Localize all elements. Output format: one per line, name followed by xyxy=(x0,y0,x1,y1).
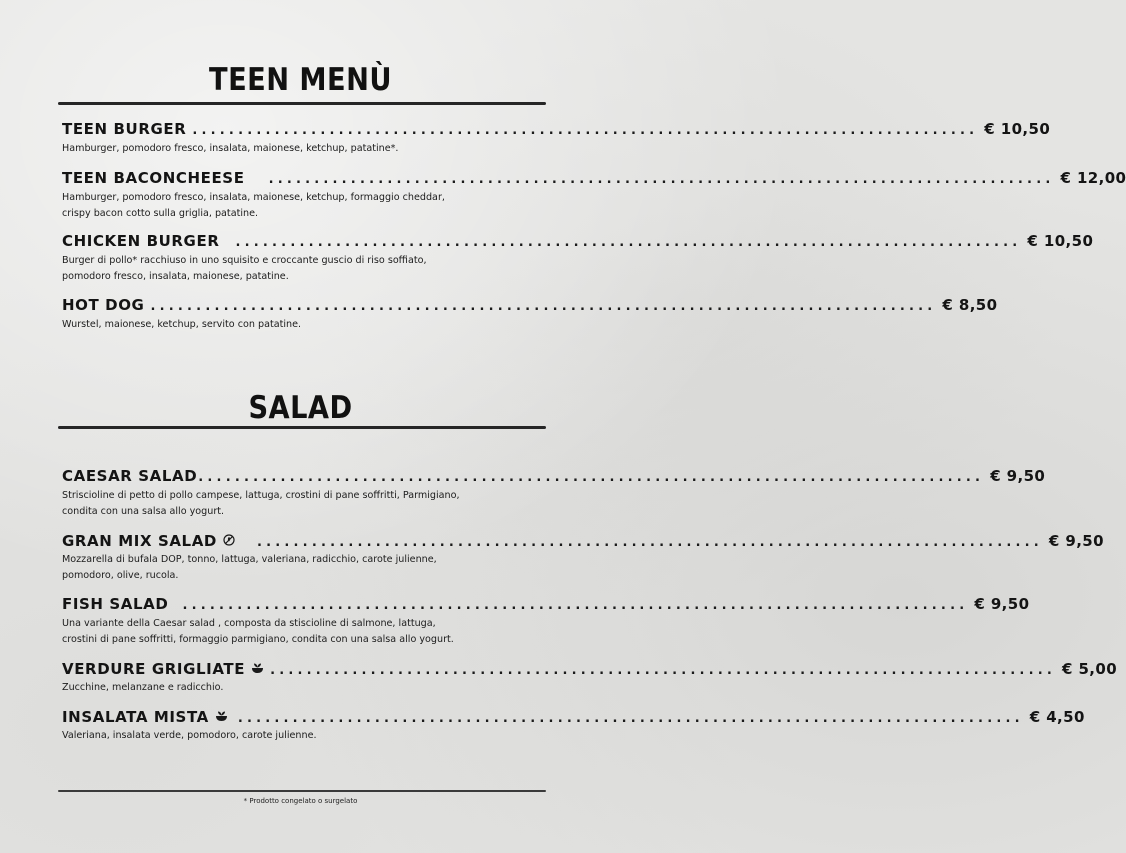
menu-item-chicken-burger xyxy=(62,232,1094,285)
item-name: HOT DOG xyxy=(62,296,145,314)
item-name: TEEN BACONCHEESE xyxy=(62,169,245,187)
menu-item-teen-burger xyxy=(62,120,1051,157)
item-description: Striscioline di petto di pollo campese, lattuga, crostini di pane soffritti, Parmigiano, condita con una salsa allo yogurt. xyxy=(62,490,460,517)
item-price: € 10,50 xyxy=(1027,232,1094,250)
item-price: € 9,50 xyxy=(974,595,1030,613)
gluten-free-icon xyxy=(223,531,235,550)
menu-item-teen-baconcheese xyxy=(62,169,1126,222)
item-name: GRAN MIX SALAD xyxy=(62,532,217,550)
item-price: € 9,50 xyxy=(1048,532,1104,550)
dot-leader: ...................................................................................... xyxy=(192,123,979,138)
item-description: Burger di pollo* racchiuso in uno squisito e croccante guscio di riso soffiato, pomodoro fresco, insalata, maionese, patatine. xyxy=(62,255,427,282)
item-description: Valeriana, insalata verde, pomodoro, carote julienne. xyxy=(62,730,317,741)
item-name: FISH SALAD xyxy=(62,595,169,613)
item-price: € 8,50 xyxy=(942,296,998,314)
item-description: Una variante della Caesar salad , composta da stiscioline di salmone, lattuga, crostini di pane soffritti, formaggio parmigiano, condita con una salsa allo yogurt. xyxy=(62,618,454,645)
teen-menu-divider xyxy=(58,102,546,105)
item-description: Zucchine, melanzane e radicchio. xyxy=(62,682,224,693)
teen-menu-title: TEEN MENÙ xyxy=(209,62,392,98)
item-price: € 10,50 xyxy=(984,120,1051,138)
vegan-bowl-icon xyxy=(251,659,264,678)
footnote: * Prodotto congelato o surgelato xyxy=(243,797,358,805)
item-name: VERDURE GRIGLIATE xyxy=(62,660,246,678)
menu-item-insalata-mista xyxy=(62,707,1085,744)
vegan-bowl-icon xyxy=(215,707,228,726)
salad-title: SALAD xyxy=(248,390,353,426)
item-price: € 9,50 xyxy=(990,467,1046,485)
item-price: € 5,00 xyxy=(1062,660,1118,678)
item-name: CAESAR SALAD xyxy=(62,467,198,485)
dot-leader: ...................................................................................... xyxy=(270,663,1056,678)
item-description: Hamburger, pomodoro fresco, insalata, maionese, ketchup, patatine*. xyxy=(62,143,399,154)
dot-leader: ...................................................................................... xyxy=(235,235,1022,250)
footer-divider xyxy=(58,790,546,792)
item-description: Mozzarella di bufala DOP, tonno, lattuga, valeriana, radicchio, carote julienne, pomodoro, olive, rucola. xyxy=(62,554,437,581)
dot-leader: ...................................................................................... xyxy=(256,535,1043,550)
menu-item-verdure-grigliate xyxy=(62,659,1118,696)
dot-leader: ...................................................................................... xyxy=(150,299,937,314)
dot-leader: ...................................................................................... xyxy=(268,172,1055,187)
menu-item-fish-salad xyxy=(62,595,1030,648)
salad-divider xyxy=(58,426,546,429)
item-price: € 4,50 xyxy=(1029,708,1085,726)
dot-leader: ...................................................................................... xyxy=(182,598,969,613)
item-name: CHICKEN BURGER xyxy=(62,232,220,250)
item-name: INSALATA MISTA xyxy=(62,708,209,726)
menu-item-gran-mix-salad xyxy=(62,531,1104,584)
item-description: Hamburger, pomodoro fresco, insalata, maionese, ketchup, formaggio cheddar, crispy bacon cotto sulla griglia, patatine. xyxy=(62,192,445,219)
dot-leader: ...................................................................................... xyxy=(198,470,985,485)
item-name: TEEN BURGER xyxy=(62,120,187,138)
menu-item-hot-dog xyxy=(62,296,998,333)
menu-item-caesar-salad xyxy=(62,467,1046,520)
item-price: € 12,00 xyxy=(1060,169,1126,187)
item-description: Wurstel, maionese, ketchup, servito con patatine. xyxy=(62,319,302,330)
dot-leader: ...................................................................................... xyxy=(237,711,1024,726)
